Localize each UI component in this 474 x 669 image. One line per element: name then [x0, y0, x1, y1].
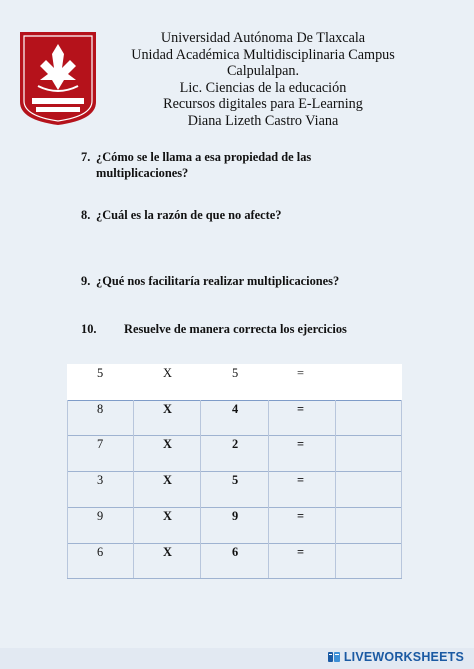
answer-field[interactable]	[335, 507, 401, 543]
table-row	[67, 400, 402, 435]
table-divider	[67, 578, 402, 579]
liveworksheets-logo-icon	[327, 650, 341, 664]
equals-sign: =	[297, 473, 305, 487]
question-number: 8.	[81, 208, 91, 222]
operand-b: 9	[232, 509, 239, 523]
table-divider	[200, 400, 201, 578]
equals-sign: =	[297, 402, 305, 416]
table-divider	[67, 507, 402, 508]
exercise-table	[67, 364, 402, 579]
table-divider	[133, 400, 134, 578]
document-header	[96, 30, 430, 130]
question-number: 10.	[81, 322, 97, 336]
operand-a: 3	[97, 473, 104, 487]
answer-field[interactable]	[335, 543, 401, 579]
table-row	[67, 364, 402, 400]
brand-name: LIVEWORKSHEETS	[343, 650, 464, 664]
table-divider	[67, 471, 402, 472]
table-divider	[67, 435, 402, 436]
answer-field[interactable]	[335, 400, 401, 436]
operand-a: 6	[97, 545, 104, 559]
multiply-sign: X	[163, 509, 172, 523]
header-line: Recursos digitales para E-Learning	[163, 96, 363, 113]
table-row	[67, 471, 402, 507]
answer-field[interactable]	[335, 435, 401, 471]
table-divider	[401, 400, 402, 578]
question-text: Resuelve de manera correcta los ejercicios	[124, 322, 347, 336]
multiply-sign: X	[163, 402, 172, 416]
liveworksheets-brand[interactable]	[327, 650, 464, 664]
header-line: Lic. Ciencias de la educación	[179, 79, 347, 96]
table-divider	[67, 400, 68, 578]
table-row	[67, 507, 402, 543]
table-divider	[67, 543, 402, 544]
operand-b: 6	[232, 545, 239, 559]
table-divider	[268, 400, 269, 578]
header-line: Diana Lizeth Castro Viana	[187, 112, 339, 129]
operand-a: 8	[97, 402, 104, 416]
footer-bar	[0, 648, 474, 669]
table-row	[67, 543, 402, 579]
multiply-sign: X	[163, 545, 172, 559]
header-line: Calpulalpan.	[226, 63, 300, 80]
university-logo	[18, 30, 98, 126]
question-number: 9.	[81, 274, 91, 288]
answer-field[interactable]	[335, 471, 401, 507]
equals-sign: =	[297, 545, 305, 559]
multiply-sign: X	[163, 473, 172, 487]
answer-field[interactable]	[335, 364, 401, 400]
equals-sign: =	[297, 366, 304, 380]
operand-b: 5	[232, 473, 239, 487]
question-number: 7.	[81, 150, 91, 164]
operand-a: 7	[97, 437, 104, 451]
multiply-sign: X	[163, 437, 172, 451]
table-row	[67, 435, 402, 471]
operand-a: 5	[97, 366, 104, 380]
question-text: ¿Cómo se le llama a esa propiedad de las	[96, 150, 312, 164]
question-text-continued: multiplicaciones?	[96, 165, 189, 180]
table-divider	[335, 400, 336, 578]
operand-b: 4	[232, 402, 239, 416]
operand-b: 5	[232, 366, 239, 380]
operand-b: 2	[232, 437, 239, 451]
header-line: Unidad Académica Multidisciplinaria Campus	[131, 46, 395, 63]
header-line: Universidad Autónoma De Tlaxcala	[160, 30, 366, 46]
equals-sign: =	[297, 509, 305, 523]
operand-a: 9	[97, 509, 104, 523]
multiply-sign: X	[163, 366, 172, 380]
question-text: ¿Qué nos facilitaría realizar multiplicaciones?	[96, 274, 340, 288]
equals-sign: =	[297, 437, 305, 451]
table-divider	[67, 400, 402, 401]
question-text: ¿Cuál es la razón de que no afecte?	[96, 208, 282, 222]
